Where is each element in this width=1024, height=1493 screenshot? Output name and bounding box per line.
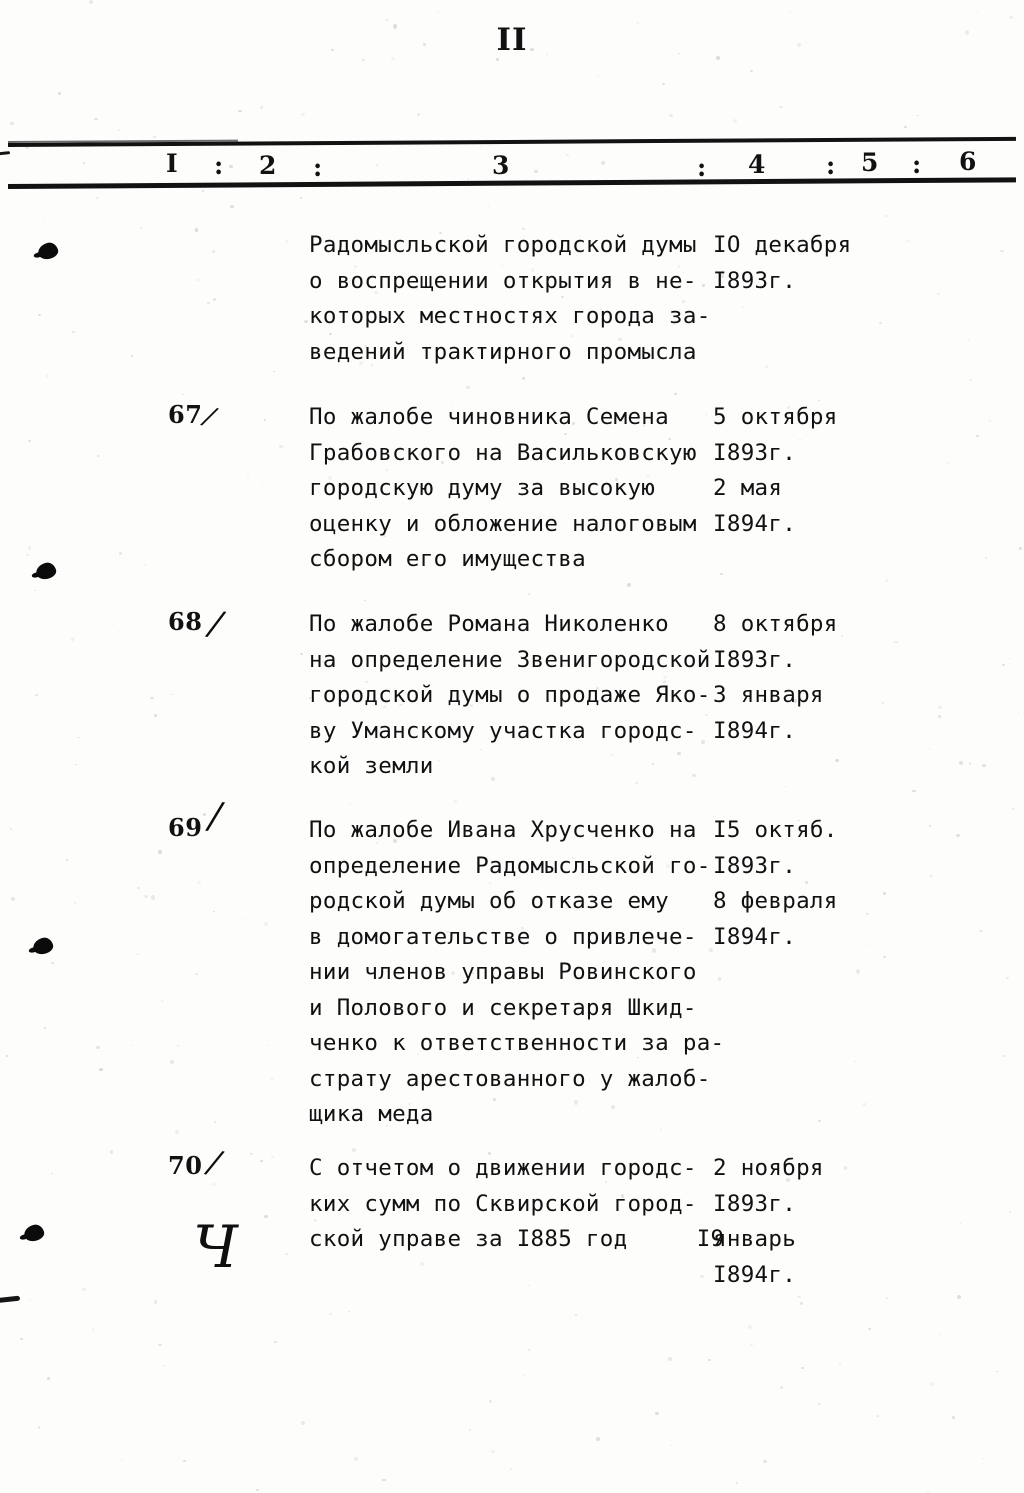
entry-number: 70 [168,1151,203,1180]
column-header-6: 6 [959,147,977,176]
entry-number: 68 [168,607,203,636]
ink-blot-mark [36,241,59,261]
column-header-row [0,147,1024,185]
handwritten-checkmark: / [207,795,223,838]
column-separator-1: : [214,151,224,180]
column-header-2: 2 [259,151,277,180]
column-separator-4: : [826,151,836,180]
ink-blot-mark [22,1223,45,1243]
column-header-4: 4 [748,150,766,179]
entry-number: 69 [168,813,203,842]
edge-ink-mark [0,1296,20,1304]
entry-subject: По жалобе Романа Николенко на определение Звенигородской городской думы о продаже Яко- ву Уманскому участка городс- кой земли [309,611,711,779]
entry-subject: С отчетом о движении городс- ких сумм по Сквирской город- ской управе за I885 год I9 [309,1155,725,1252]
column-separator-3: : [697,153,707,182]
handwritten-checkmark: / [205,1142,224,1182]
column-header-3: 3 [492,151,510,180]
handwritten-checkmark: / [200,401,219,433]
column-header-1: I [166,149,178,178]
handwritten-annotation: Ч [193,1213,238,1281]
entry-number: 67 [168,400,203,429]
entry-dates: IO декабря I893г. [713,232,852,294]
entry-subject: По жалобе чиновника Семена Грабовского на Васильковскую городскую думу за высокую оценку и обложение налоговым сбором его имущества [309,404,697,572]
ink-blot-mark [31,936,54,956]
entry-dates: 8 октября I893г. 3 января I894г. [713,611,838,744]
entry-subject: Радомысльской городской думы о воспрещении открытия в не- которых местностях города за- ведений трактирного промысла [309,232,711,365]
entry-dates: 2 ноября I893г. январь I894г. [713,1155,824,1288]
ink-blot-mark [34,561,57,581]
header-rule-top [8,137,1016,147]
column-header-5: 5 [861,148,879,177]
entry-dates: 5 октября I893г. 2 мая I894г. [713,404,838,537]
column-separator-5: : [912,150,922,179]
entry-dates: I5 октяб. I893г. 8 февраля I894г. [713,817,838,950]
entry-subject: По жалобе Ивана Хрусченко на определение Радомысльской го- родской думы об отказе ему в домогательстве о привлече- нии членов управы Ровинского и Полового и секретаря Шкид- ченко к ответственности за ра- страту арестованного у жалоб- щика меда [309,817,725,1127]
handwritten-checkmark: / [206,603,225,645]
page-number: II [496,22,528,58]
column-separator-2: : [313,153,323,182]
